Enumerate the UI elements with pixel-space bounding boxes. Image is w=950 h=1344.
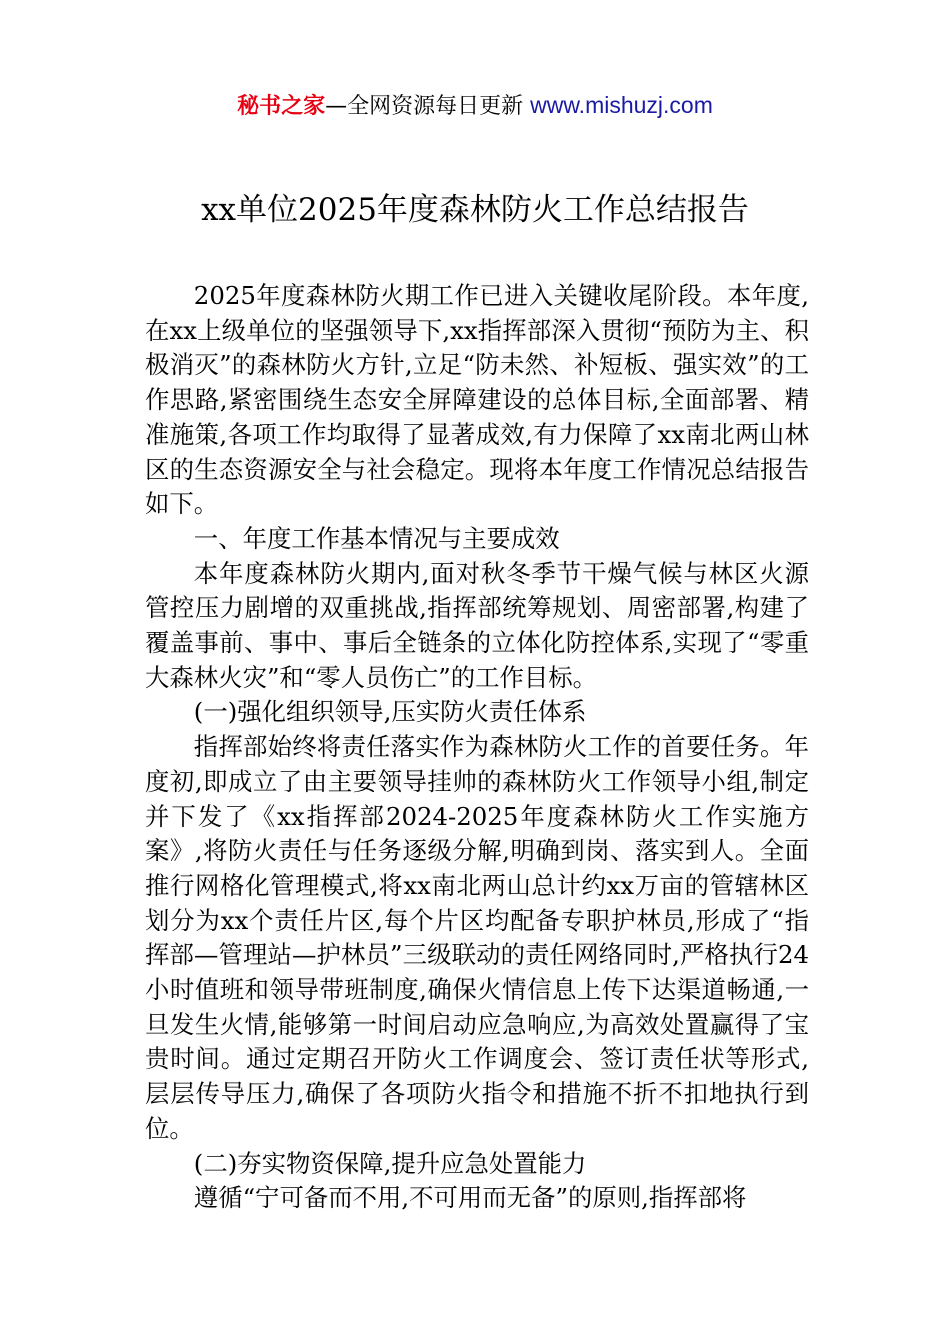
document-title: xx单位2025年度森林防火工作总结报告 [201, 192, 749, 228]
section-1-paragraph: 本年度森林防火期内,面对秋冬季节干燥气候与林区火源管控压力剧增的双重挑战,指挥部统筹规划、周密部署,构建了覆盖事前、事中、事后全链条的立体化防控体系,实现了“零重大森林火灾”和“零人员伤亡”的工作目标。 [145, 558, 809, 692]
document-body [145, 279, 809, 1216]
site-header [0, 88, 950, 124]
header-slogan: —全网资源每日更新 [325, 94, 524, 119]
brand-name: 秘书之家 [237, 94, 326, 119]
intro-paragraph: 2025年度森林防火期工作已进入关键收尾阶段。本年度,在xx上级单位的坚强领导下,xx指挥部深入贯彻“预防为主、积极消灭”的森林防火方针,立足“防未然、补短板、强实效”的工作思路,紧密围绕生态安全屏障建设的总体目标,全面部署、精准施策,各项工作均取得了显著成效,有力保障了xx南北两山林区的生态资源安全与社会稳定。现将本年度工作情况总结报告如下。 [145, 281, 809, 519]
subsection-1-paragraph: 指挥部始终将责任落实作为森林防火工作的首要任务。年度初,即成立了由主要领导挂帅的森林防火工作领导小组,制定并下发了《xx指挥部2024-2025年度森林防火工作实施方案》,将防火责任与任务逐级分解,明确到岗、落实到人。全面推行网格化管理模式,将xx南北两山总计约xx万亩的管辖林区划分为xx个责任片区,每个片区均配备专职护林员,形成了“指挥部—管理站—护林员”三级联动的责任网络同时,严格执行24小时值班和领导带班制度,确保火情信息上传下达渠道畅通,一旦发生火情,能够第一时间启动应急响应,为高效处置赢得了宝贵时间。通过定期召开防火工作调度会、签订责任状等形式,层层传导压力,确保了各项防火指令和措施不折不扣地执行到位。 [145, 732, 809, 1143]
subsection-heading-1: (一)强化组织领导,压实防火责任体系 [193, 697, 587, 727]
subsection-2-paragraph: 遵循“宁可备而不用,不可用而无备”的原则,指挥部将 [193, 1183, 747, 1213]
section-heading-1: 一、年度工作基本情况与主要成效 [193, 523, 560, 553]
subsection-heading-2: (二)夯实物资保障,提升应急处置能力 [193, 1148, 587, 1178]
site-url-link[interactable]: www.mishuzj.com [530, 92, 713, 118]
